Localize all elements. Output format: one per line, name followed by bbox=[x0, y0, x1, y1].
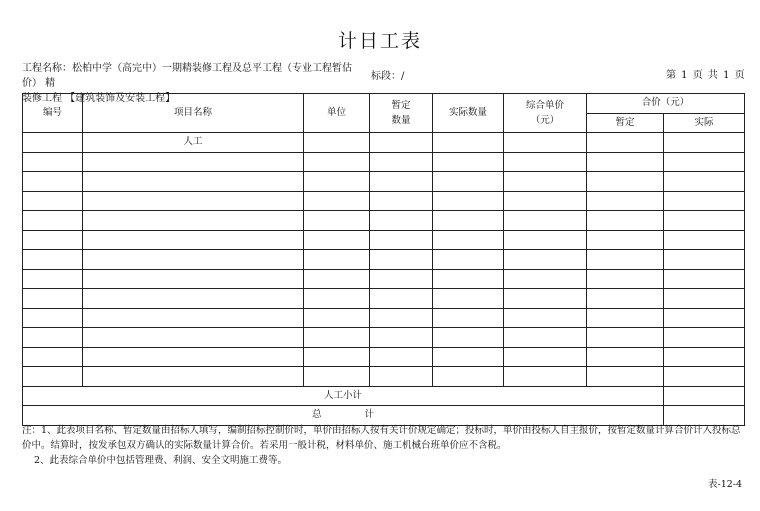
page-indicator: 第 1 页 共 1 页 bbox=[666, 70, 745, 81]
table-row bbox=[23, 133, 745, 153]
header-total-actual: 实际 bbox=[664, 113, 745, 133]
page-title: 计日工表 bbox=[337, 30, 422, 52]
header-unit-price-line-2: （元） bbox=[530, 114, 560, 126]
header-no: 编号 bbox=[23, 94, 83, 133]
header-est-qty bbox=[370, 94, 433, 133]
header-unit-price-line-1: 综合单价 bbox=[525, 99, 564, 111]
project-name-line-2: 装修工程 【建筑装饰及安装工程】 bbox=[22, 93, 176, 104]
header-total-est: 暂定 bbox=[587, 113, 664, 133]
header-unit-price bbox=[504, 94, 587, 133]
table-row bbox=[23, 347, 745, 367]
table-row bbox=[23, 191, 745, 211]
table-row bbox=[23, 269, 745, 289]
header-actual-qty: 实际数量 bbox=[433, 94, 504, 133]
labor-subtotal-label: 人工小计 bbox=[23, 386, 664, 406]
header-item-name: 项目名称 bbox=[83, 94, 304, 133]
daywork-table bbox=[22, 93, 745, 426]
table-row bbox=[23, 250, 745, 270]
table-row bbox=[23, 211, 745, 231]
table-row bbox=[23, 172, 745, 192]
table-row bbox=[23, 328, 745, 348]
header-unit: 单位 bbox=[304, 94, 370, 133]
section-label: 标段：/ bbox=[371, 71, 405, 82]
header-est-qty-line-2: 数量 bbox=[391, 114, 411, 126]
subtotal-row bbox=[23, 386, 745, 406]
note-2: 2、此表综合单价中包括管理费、利润、安全文明施工费等。 bbox=[34, 455, 288, 466]
table-row bbox=[23, 230, 745, 250]
project-name-line-1: 工程名称：松柏中学（高完中）一期精装修工程及总平工程（专业工程暂估价） 精 bbox=[22, 63, 352, 89]
table-row bbox=[23, 289, 745, 309]
header-est-qty-line-1: 暂定 bbox=[391, 99, 411, 111]
notes bbox=[22, 423, 746, 468]
grand-total-label: 总 计 bbox=[23, 406, 664, 426]
header-total: 合价（元） bbox=[587, 94, 745, 114]
section-labor: 人工 bbox=[83, 133, 304, 153]
note-1: 注：1、此表项目名称、暂定数量由招标人填写，编制招标控制价时，单价由招标人按有关计价规定确定；投标时，单价由投标人自主报价，按暂定数量计算合价计入投标总价中。结算时，按发承包双方确认的实际数量计算合价。若采用一般计税，材料单价、施工机械台班单价应不含税。 bbox=[22, 425, 741, 451]
table-row bbox=[23, 152, 745, 172]
table-row bbox=[23, 308, 745, 328]
table-row bbox=[23, 367, 745, 387]
form-code: 表-12-4 bbox=[708, 479, 743, 490]
